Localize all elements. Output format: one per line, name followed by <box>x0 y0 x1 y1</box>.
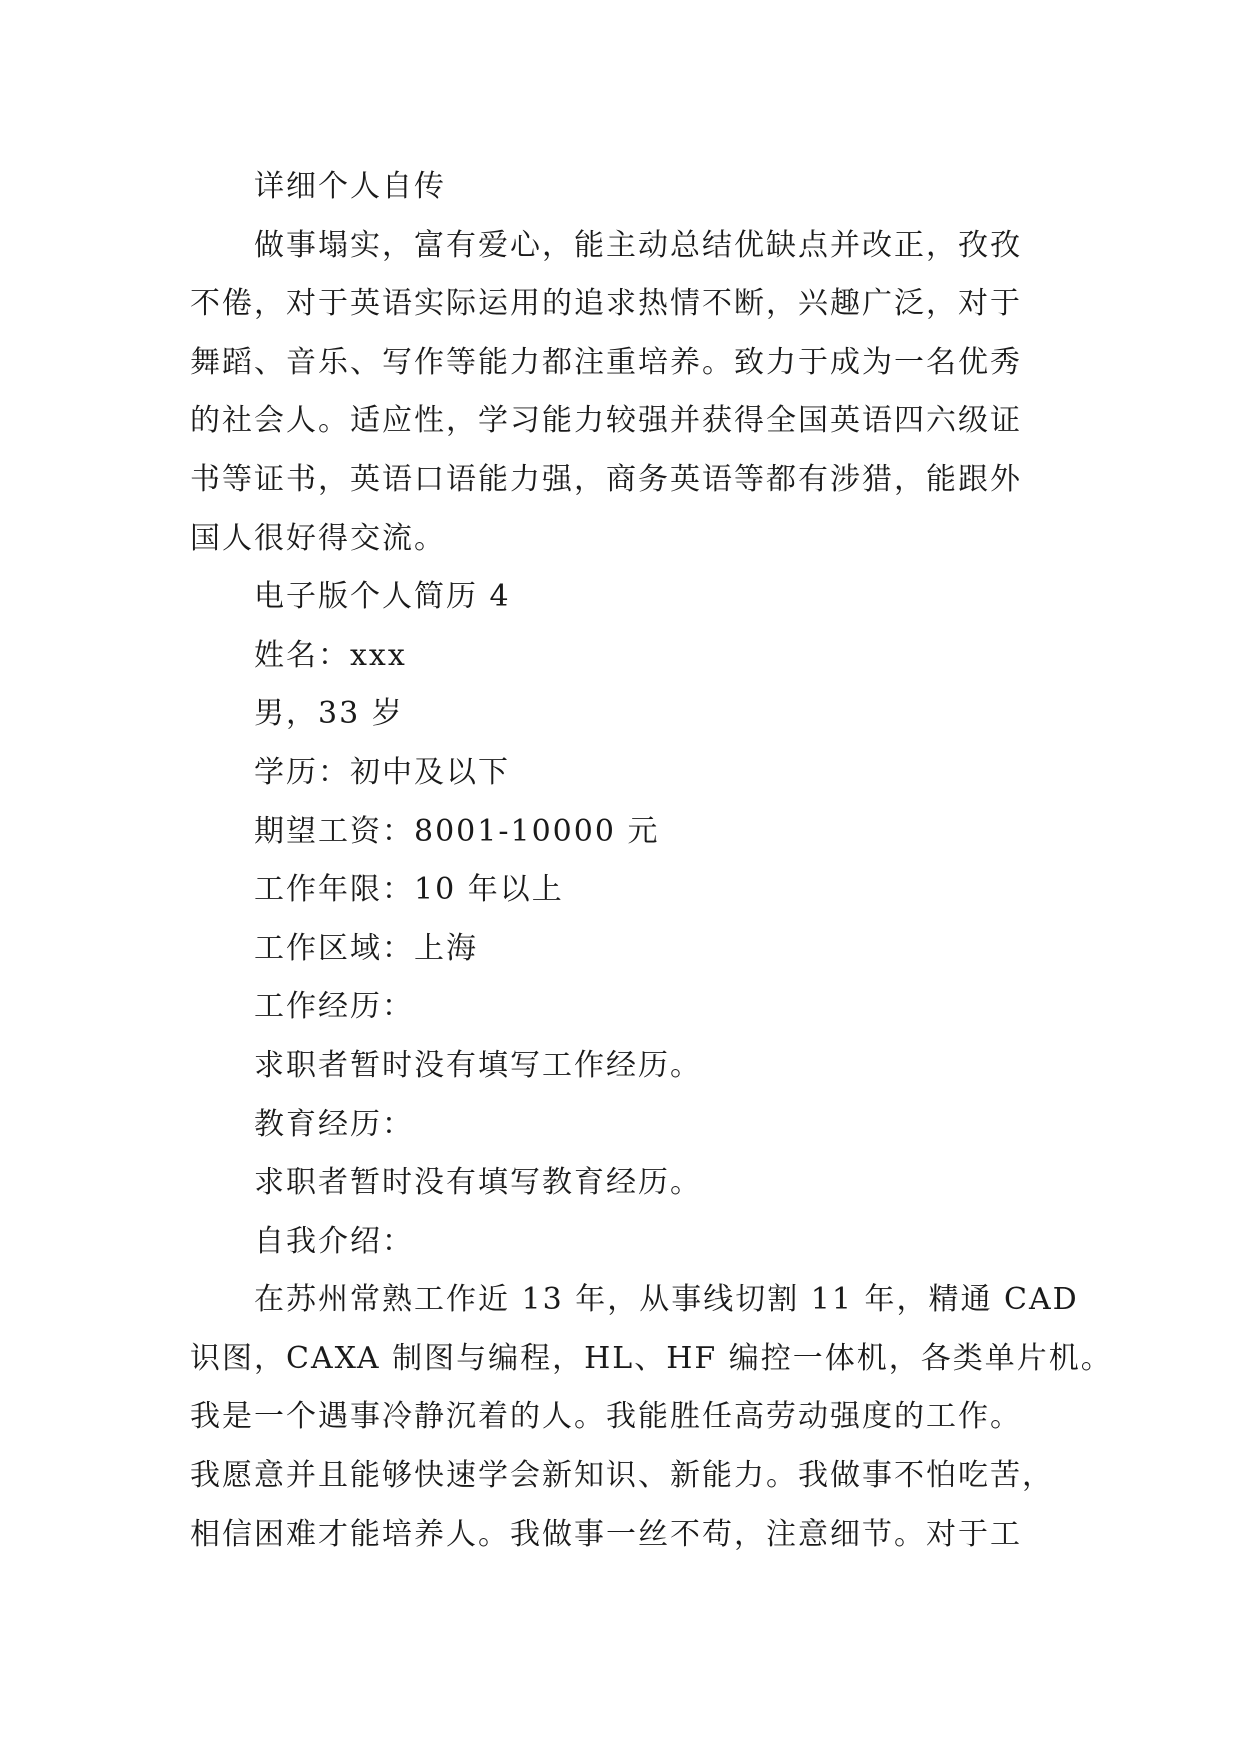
intro-line: 不倦，对于英语实际运用的追求热情不断，兴趣广泛，对于 <box>190 286 1022 322</box>
intro-line: 书等证书，英语口语能力强，商务英语等都有涉猎，能跟外 <box>190 461 1022 497</box>
intro-paragraph <box>190 217 1056 569</box>
field-work-years: 工作年限：10 年以上 <box>254 872 564 908</box>
field-expected-salary: 期望工资：8001-10000 元 <box>254 813 660 849</box>
field-self-intro-label: 自我介绍： <box>254 1223 414 1259</box>
self-intro-line: 我是一个遇事冷静沉着的人。我能胜任高劳动强度的工作。 <box>190 1399 1022 1435</box>
field-gender-age: 男，33 岁 <box>254 696 404 732</box>
resume-fields <box>190 627 1056 1272</box>
resume-heading: 电子版个人简历 4 <box>254 579 511 615</box>
intro-line: 国人很好得交流。 <box>190 520 446 556</box>
self-intro-line: 我愿意并且能够快速学会新知识、新能力。我做事不怕吃苦， <box>190 1458 1054 1494</box>
field-name: 姓名：xxx <box>254 637 407 673</box>
field-work-history-value: 求职者暂时没有填写工作经历。 <box>254 1047 702 1083</box>
intro-line: 做事塌实，富有爱心，能主动总结优缺点并改正，孜孜 <box>254 227 1022 263</box>
field-work-history-label: 工作经历： <box>254 989 414 1025</box>
self-intro-line: 相信困难才能培养人。我做事一丝不苟，注意细节。对于工 <box>190 1516 1022 1552</box>
intro-line: 的社会人。适应性，学习能力较强并获得全国英语四六级证 <box>190 403 1022 439</box>
self-intro-line: 在苏州常熟工作近 13 年，从事线切割 11 年，精通 CAD <box>254 1282 1079 1318</box>
field-education-history-value: 求职者暂时没有填写教育经历。 <box>254 1165 702 1201</box>
intro-line: 舞蹈、音乐、写作等能力都注重培养。致力于成为一名优秀 <box>190 344 1022 380</box>
self-intro-paragraph <box>190 1271 1113 1564</box>
field-education: 学历：初中及以下 <box>254 754 510 790</box>
field-education-history-label: 教育经历： <box>254 1106 414 1142</box>
document-title: 详细个人自传 <box>254 169 446 204</box>
field-work-area: 工作区域：上海 <box>254 930 478 966</box>
self-intro-line: 识图，CAXA 制图与编程，HL、HF 编控一体机，各类单片机。 <box>190 1340 1113 1376</box>
document-page <box>190 158 1113 1564</box>
